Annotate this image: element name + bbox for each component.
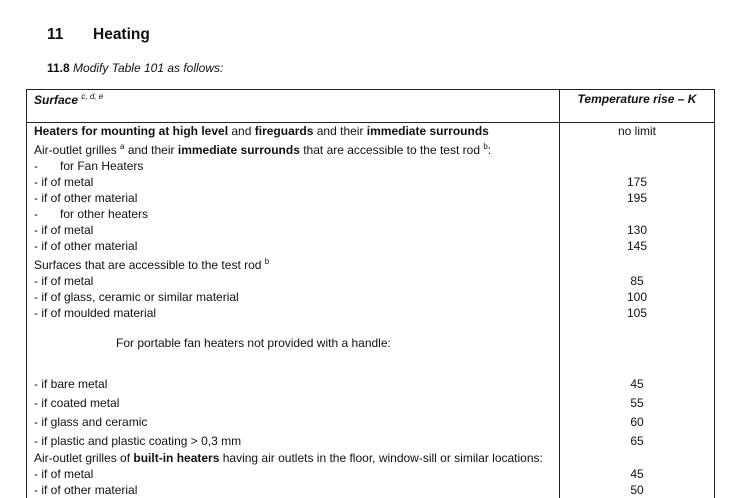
row-fan-heaters: - for Fan Heaters [27,158,560,174]
value-other-metal: 130 [560,222,715,238]
value-builtin-other: 50 [560,482,715,498]
row-portable-label: For portable fan heaters not provided with a handle: [27,321,560,375]
table-row [27,139,715,158]
table-row [27,222,715,238]
value-fan-metal: 175 [560,174,715,190]
table-row [27,432,715,451]
table-row [27,375,715,394]
row-heaters-high-level: Heaters for mounting at high level and fireguards and their immediate surrounds [27,123,560,140]
subclause-text: Modify Table 101 as follows: [73,61,224,75]
table-row [27,451,715,466]
table-row [27,123,715,140]
row-surf-metal: - if of metal [27,273,560,289]
table-row [27,305,715,321]
header-temperature-rise: Temperature rise – K [560,90,715,123]
table-row [27,238,715,254]
table-row [27,321,715,375]
value-port-coated: 55 [560,394,715,413]
value-port-plastic: 65 [560,432,715,451]
table-header-row [27,90,715,123]
row-fan-other: - if of other material [27,190,560,206]
table-row [27,158,715,174]
subclause-number: 11.8 [47,61,70,75]
header-surface: Surface $^{c, d, e}$ [27,90,560,123]
row-port-glass: - if glass and ceramic [27,413,560,432]
row-builtin-other: - if of other material [27,482,560,498]
table-row [27,413,715,432]
temperature-rise-table [26,89,715,498]
table-row [27,273,715,289]
value-no-limit: no limit [560,123,715,140]
table-row [27,289,715,305]
row-fan-metal: - if of metal [27,174,560,190]
value-fan-other: 195 [560,190,715,206]
row-port-coated: - if coated metal [27,394,560,413]
row-other-other: - if of other material [27,238,560,254]
clause-heading [47,26,150,44]
value-surf-moulded: 105 [560,305,715,321]
row-builtin-metal: - if of metal [27,466,560,482]
clause-number: 11 [47,26,64,43]
row-other-heaters: - for other heaters [27,206,560,222]
table-row [27,482,715,498]
value-surf-metal: 85 [560,273,715,289]
row-port-bare: - if bare metal [27,375,560,394]
row-other-metal: - if of metal [27,222,560,238]
table-row [27,254,715,273]
table-row [27,174,715,190]
table-row [27,394,715,413]
value-surf-glass: 100 [560,289,715,305]
table-row [27,206,715,222]
value-port-glass: 60 [560,413,715,432]
subclause-intro [47,61,223,75]
row-surf-moulded: - if of moulded material [27,305,560,321]
row-air-outlet-grilles: Air-outlet grilles $^a$ and their immediate surrounds that are accessible to the test rod $^b$: [27,139,560,158]
row-surf-glass: - if of glass, ceramic or similar material [27,289,560,305]
value-other-other: 145 [560,238,715,254]
table-row [27,190,715,206]
value-builtin-metal: 45 [560,466,715,482]
row-surfaces-accessible: Surfaces that are accessible to the test rod $^b$ [27,254,560,273]
clause-title: Heating [93,26,150,43]
row-builtin-heaters: Air-outlet grilles of built-in heaters having air outlets in the floor, window-sill or similar locations: [27,451,560,466]
row-port-plastic: - if plastic and plastic coating > 0,3 mm [27,432,560,451]
value-port-bare: 45 [560,375,715,394]
